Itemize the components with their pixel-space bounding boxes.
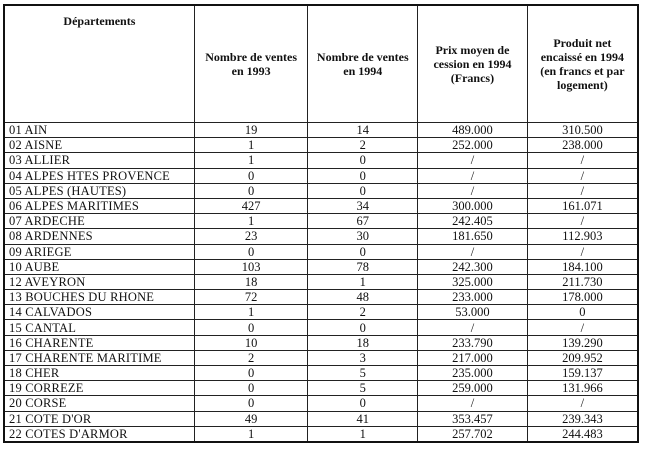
cell-ventes-1993: 2: [194, 350, 308, 365]
cell-prix-moyen: 489.000: [418, 123, 528, 138]
table-row: [4, 198, 638, 213]
cell-ventes-1993: 0: [194, 244, 308, 259]
cell-ventes-1993: 1: [194, 305, 308, 320]
table-row: [4, 123, 638, 138]
cell-departement: 01 AIN: [4, 123, 194, 138]
table-row: [4, 426, 638, 442]
table-row: [4, 305, 638, 320]
cell-prix-moyen: /: [418, 168, 528, 183]
cell-ventes-1994: 41: [308, 411, 418, 426]
cell-produit-net: /: [527, 244, 638, 259]
cell-produit-net: 0: [527, 305, 638, 320]
header-row: [4, 5, 638, 123]
cell-ventes-1994: 14: [308, 123, 418, 138]
cell-departement: 05 ALPES (HAUTES): [4, 183, 194, 198]
cell-produit-net: 239.343: [527, 411, 638, 426]
table-row: [4, 244, 638, 259]
cell-produit-net: 209.952: [527, 350, 638, 365]
cell-ventes-1994: 30: [308, 229, 418, 244]
cell-ventes-1993: 1: [194, 153, 308, 168]
cell-departement: 18 CHER: [4, 366, 194, 381]
table-row: [4, 168, 638, 183]
cell-ventes-1993: 0: [194, 381, 308, 396]
cell-departement: 04 ALPES HTES PROVENCE: [4, 168, 194, 183]
cell-prix-moyen: 217.000: [418, 350, 528, 365]
cell-ventes-1994: 3: [308, 350, 418, 365]
cell-prix-moyen: 235.000: [418, 366, 528, 381]
cell-departement: 22 COTES D'ARMOR: [4, 426, 194, 442]
cell-ventes-1994: 0: [308, 153, 418, 168]
cell-produit-net: 211.730: [527, 274, 638, 289]
cell-ventes-1993: 1: [194, 138, 308, 153]
cell-departement: 06 ALPES MARITIMES: [4, 198, 194, 213]
cell-produit-net: 184.100: [527, 259, 638, 274]
sales-table: [3, 4, 639, 443]
table-row: [4, 320, 638, 335]
cell-departement: 03 ALLIER: [4, 153, 194, 168]
cell-ventes-1994: 0: [308, 244, 418, 259]
cell-prix-moyen: 181.650: [418, 229, 528, 244]
header-ventes-1993: Nombre de ventes en 1993: [194, 5, 308, 123]
cell-prix-moyen: /: [418, 244, 528, 259]
cell-ventes-1993: 18: [194, 274, 308, 289]
cell-departement: 15 CANTAL: [4, 320, 194, 335]
cell-departement: 20 CORSE: [4, 396, 194, 411]
cell-produit-net: 310.500: [527, 123, 638, 138]
cell-prix-moyen: 233.790: [418, 335, 528, 350]
cell-prix-moyen: /: [418, 183, 528, 198]
cell-produit-net: 161.071: [527, 198, 638, 213]
cell-ventes-1994: 1: [308, 426, 418, 442]
cell-ventes-1993: 0: [194, 168, 308, 183]
cell-ventes-1993: 23: [194, 229, 308, 244]
cell-ventes-1993: 0: [194, 366, 308, 381]
cell-departement: 07 ARDECHE: [4, 214, 194, 229]
cell-ventes-1994: 0: [308, 396, 418, 411]
table-row: [4, 153, 638, 168]
cell-ventes-1994: 18: [308, 335, 418, 350]
cell-prix-moyen: /: [418, 320, 528, 335]
cell-ventes-1993: 0: [194, 320, 308, 335]
cell-ventes-1994: 5: [308, 366, 418, 381]
cell-produit-net: 112.903: [527, 229, 638, 244]
cell-ventes-1994: 1: [308, 274, 418, 289]
cell-ventes-1994: 34: [308, 198, 418, 213]
table-row: [4, 183, 638, 198]
table-row: [4, 411, 638, 426]
cell-ventes-1993: 103: [194, 259, 308, 274]
cell-departement: 08 ARDENNES: [4, 229, 194, 244]
cell-produit-net: /: [527, 396, 638, 411]
cell-departement: 13 BOUCHES DU RHONE: [4, 290, 194, 305]
cell-prix-moyen: 242.300: [418, 259, 528, 274]
table-row: [4, 214, 638, 229]
table-row: [4, 290, 638, 305]
header-prix-moyen: Prix moyen de cession en 1994 (Francs): [418, 5, 528, 123]
cell-produit-net: /: [527, 168, 638, 183]
cell-prix-moyen: /: [418, 153, 528, 168]
cell-ventes-1994: 78: [308, 259, 418, 274]
cell-prix-moyen: 257.702: [418, 426, 528, 442]
cell-produit-net: /: [527, 153, 638, 168]
cell-ventes-1994: 0: [308, 168, 418, 183]
table-row: [4, 366, 638, 381]
table-row: [4, 396, 638, 411]
cell-departement: 19 CORREZE: [4, 381, 194, 396]
cell-produit-net: 238.000: [527, 138, 638, 153]
cell-ventes-1994: 0: [308, 320, 418, 335]
table-row: [4, 335, 638, 350]
cell-ventes-1993: 72: [194, 290, 308, 305]
cell-produit-net: 131.966: [527, 381, 638, 396]
cell-ventes-1993: 1: [194, 426, 308, 442]
cell-ventes-1994: 2: [308, 305, 418, 320]
cell-produit-net: /: [527, 214, 638, 229]
table-row: [4, 229, 638, 244]
cell-departement: 12 AVEYRON: [4, 274, 194, 289]
cell-ventes-1994: 0: [308, 183, 418, 198]
cell-produit-net: 139.290: [527, 335, 638, 350]
cell-departement: 14 CALVADOS: [4, 305, 194, 320]
cell-ventes-1994: 5: [308, 381, 418, 396]
header-departement: Départements: [4, 5, 194, 123]
cell-ventes-1994: 48: [308, 290, 418, 305]
cell-departement: 10 AUBE: [4, 259, 194, 274]
cell-ventes-1993: 10: [194, 335, 308, 350]
cell-ventes-1993: 0: [194, 183, 308, 198]
cell-departement: 16 CHARENTE: [4, 335, 194, 350]
cell-produit-net: 244.483: [527, 426, 638, 442]
header-produit-net: Produit net encaissé en 1994 (en francs et par logement): [527, 5, 638, 123]
cell-ventes-1993: 19: [194, 123, 308, 138]
cell-prix-moyen: 53.000: [418, 305, 528, 320]
cell-prix-moyen: 325.000: [418, 274, 528, 289]
cell-produit-net: /: [527, 183, 638, 198]
cell-prix-moyen: 353.457: [418, 411, 528, 426]
cell-ventes-1993: 49: [194, 411, 308, 426]
cell-ventes-1994: 2: [308, 138, 418, 153]
table-row: [4, 259, 638, 274]
cell-prix-moyen: /: [418, 396, 528, 411]
cell-produit-net: 159.137: [527, 366, 638, 381]
table-row: [4, 138, 638, 153]
cell-prix-moyen: 300.000: [418, 198, 528, 213]
cell-departement: 17 CHARENTE MARITIME: [4, 350, 194, 365]
cell-ventes-1994: 67: [308, 214, 418, 229]
table-row: [4, 381, 638, 396]
cell-produit-net: /: [527, 320, 638, 335]
table-row: [4, 350, 638, 365]
table-row: [4, 274, 638, 289]
cell-prix-moyen: 242.405: [418, 214, 528, 229]
cell-departement: 02 AISNE: [4, 138, 194, 153]
cell-ventes-1993: 427: [194, 198, 308, 213]
cell-produit-net: 178.000: [527, 290, 638, 305]
cell-prix-moyen: 259.000: [418, 381, 528, 396]
cell-departement: 21 COTE D'OR: [4, 411, 194, 426]
cell-ventes-1993: 0: [194, 396, 308, 411]
cell-prix-moyen: 252.000: [418, 138, 528, 153]
cell-departement: 09 ARIEGE: [4, 244, 194, 259]
cell-prix-moyen: 233.000: [418, 290, 528, 305]
header-ventes-1994: Nombre de ventes en 1994: [308, 5, 418, 123]
cell-ventes-1993: 1: [194, 214, 308, 229]
